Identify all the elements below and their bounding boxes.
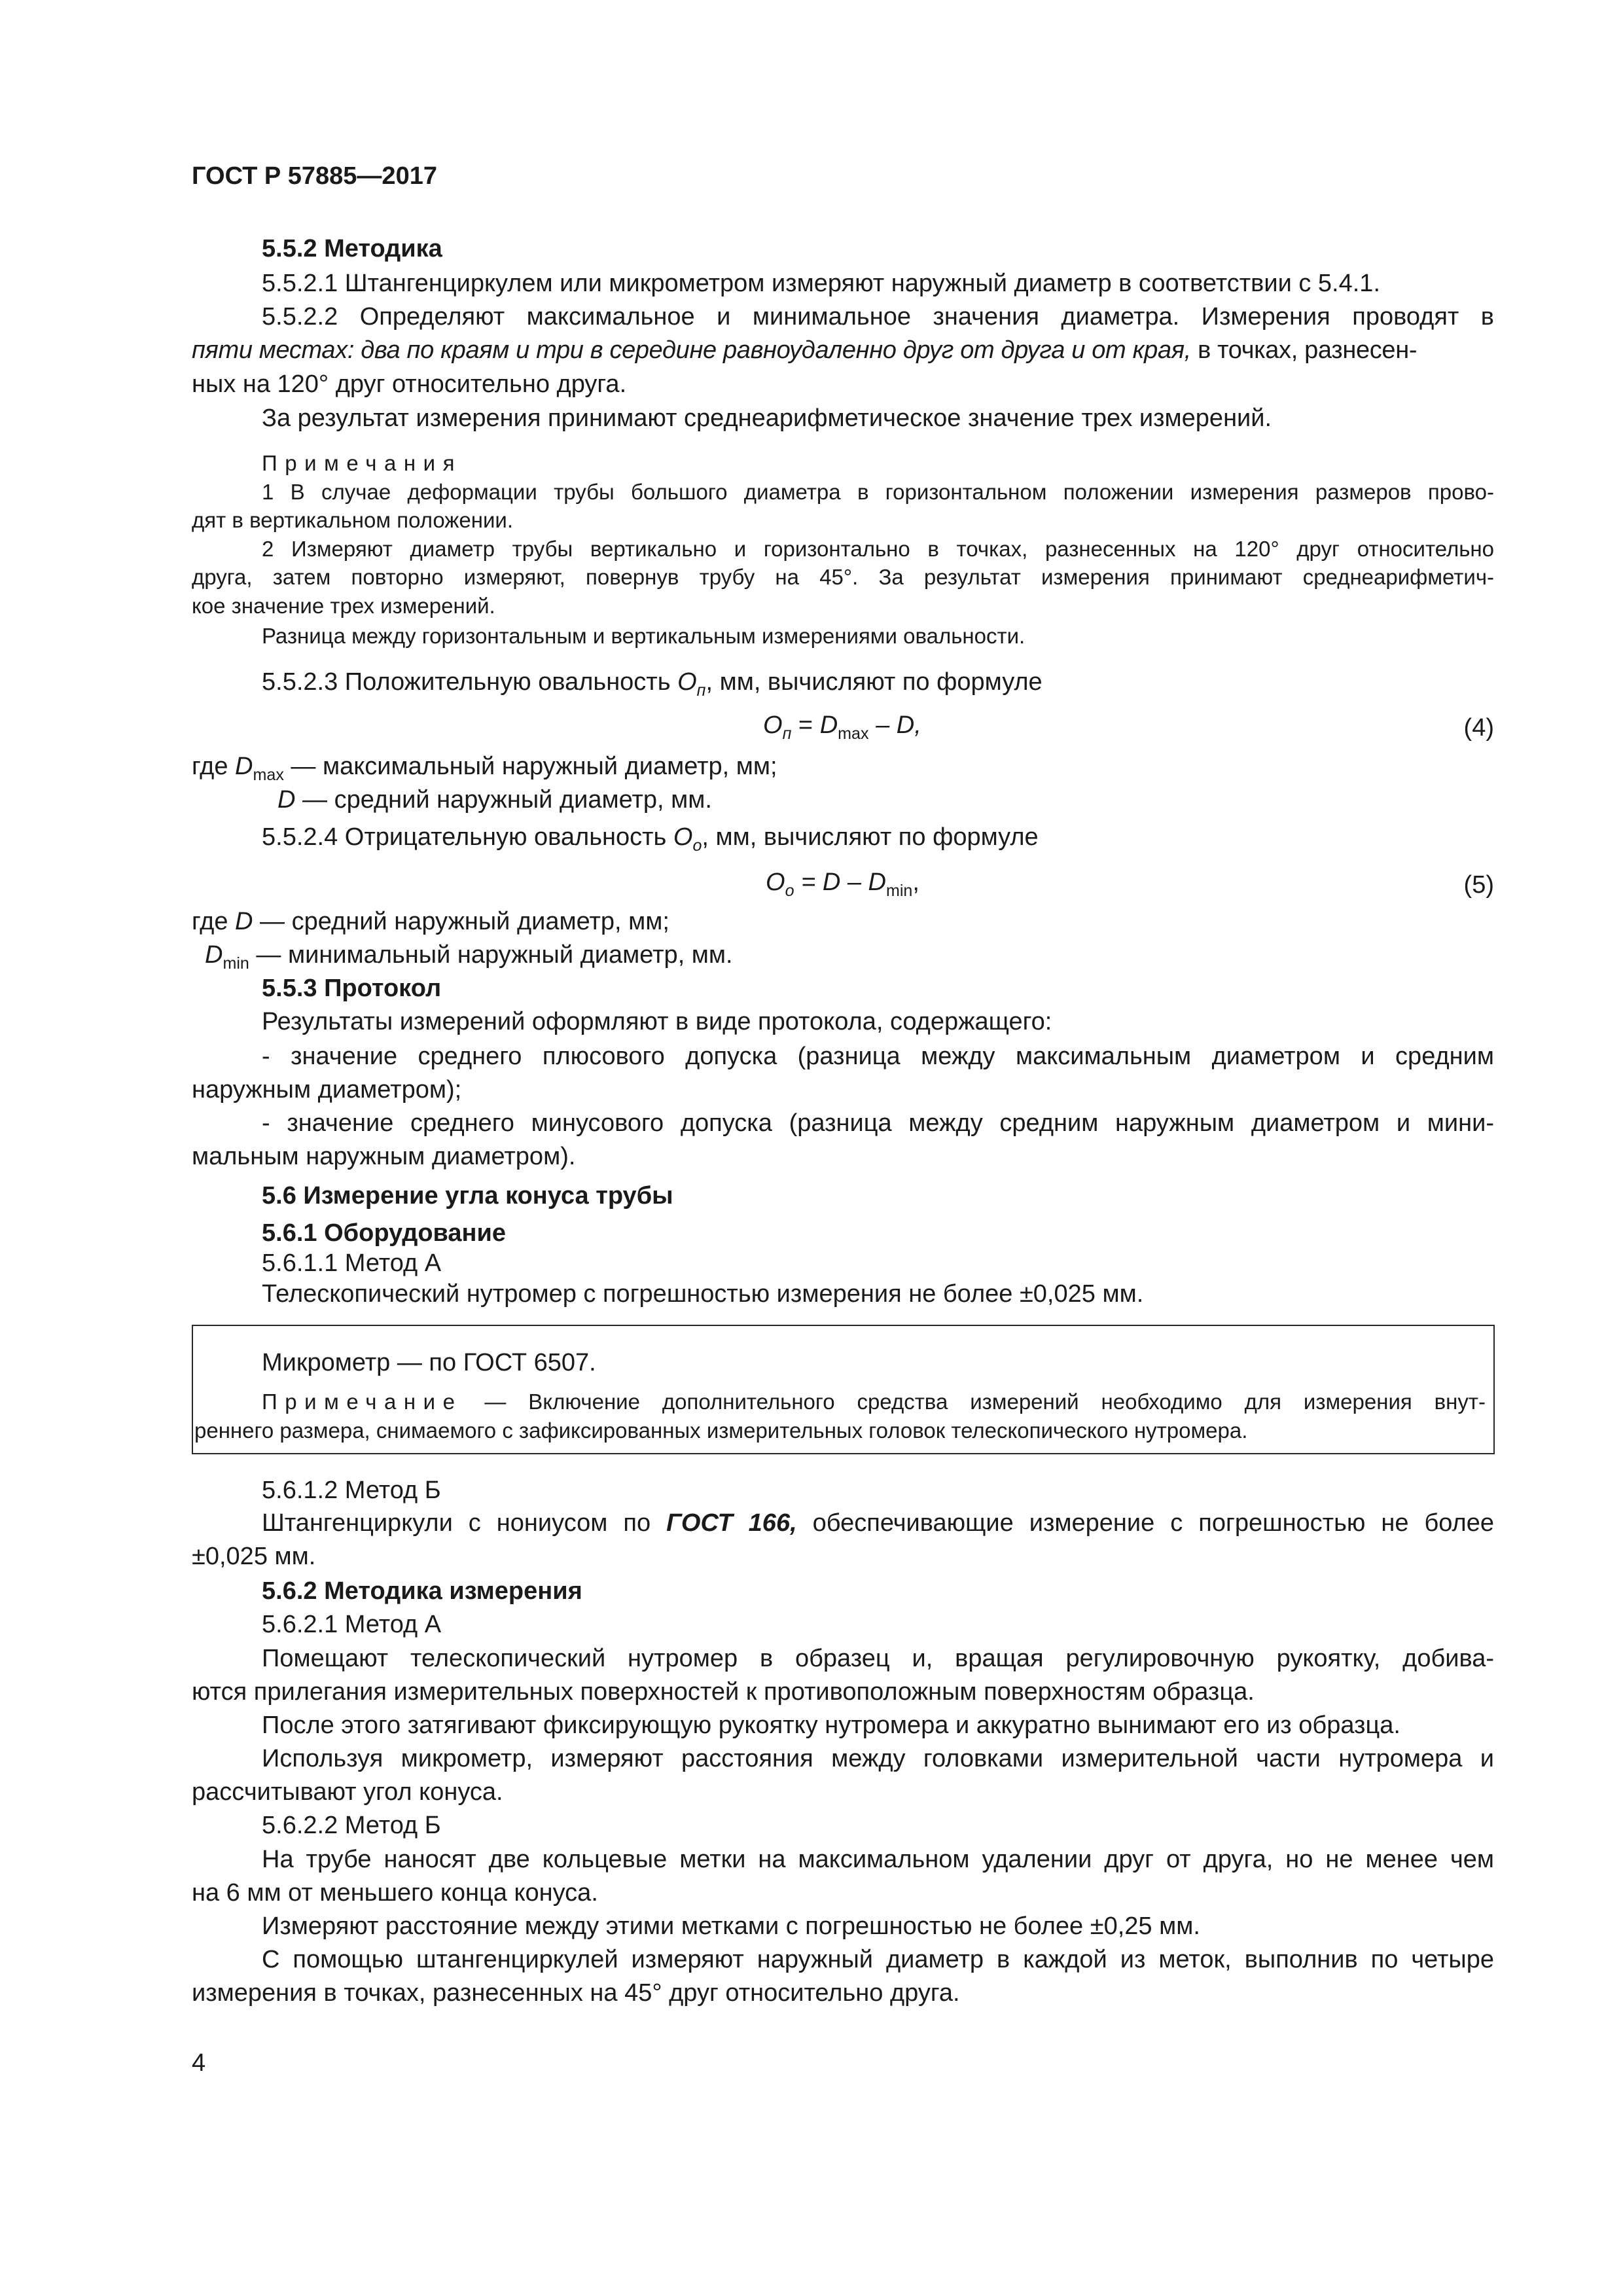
- symbol: O: [673, 823, 693, 851]
- paragraph-text: в точках, разнесен-: [1190, 336, 1418, 364]
- paragraph-diameter-line2: измерения в точках, разнесенных на 45° друг относительно друга.: [192, 1979, 960, 2007]
- symbol: D: [277, 786, 296, 814]
- paragraph-telescopic: Телескопический нутромер с погрешностью измерения не более ±0,025 мм.: [262, 1280, 1144, 1308]
- text: — максимальный наружный диаметр, мм;: [283, 753, 777, 780]
- section-title-5-6-1-2: 5.6.1.2 Метод Б: [262, 1477, 441, 1504]
- formula-4-where-2: [277, 784, 712, 816]
- note-1-line1: 1 В случае деформации трубы большого диаметра в горизонтальном положении измерения размеров прово-: [262, 480, 1494, 504]
- paragraph-tighten: После этого затягивают фиксирующую рукоятку нутромера и аккуратно вынимают его из образца.: [262, 1712, 1400, 1739]
- formula-5-where-2: [205, 939, 733, 971]
- formula-4-where-1: [192, 751, 777, 782]
- text: где: [192, 753, 236, 780]
- section-title-5-6-1-1: 5.6.1.1 Метод А: [262, 1249, 442, 1277]
- section-title-5-6: 5.6 Измерение угла конуса трубы: [262, 1182, 673, 1210]
- paragraph-calipers-line1: [262, 1507, 1494, 1539]
- section-title-5-6-2-2: 5.6.2.2 Метод Б: [262, 1812, 441, 1839]
- symbol: O: [763, 711, 783, 739]
- symbol: D: [235, 908, 253, 935]
- paragraph-5-6-2-1-line2: ются прилегания измерительных поверхностей к противоположным поверхностям образца.: [192, 1678, 1255, 1706]
- symbol: D: [205, 941, 223, 969]
- subscript: п: [696, 681, 706, 700]
- text: 5.5.2.4 Отрицательную овальность: [262, 823, 667, 851]
- note-3: Разница между горизонтальным и вертикальным измерениями овальности.: [262, 624, 1026, 648]
- standard-reference-link[interactable]: ГОСТ 166,: [666, 1509, 797, 1537]
- text: где: [192, 908, 236, 935]
- page-number: 4: [192, 2049, 206, 2077]
- subscript: п: [782, 724, 792, 743]
- formula-4-number: (4): [1463, 714, 1494, 742]
- subscript: min: [885, 881, 913, 900]
- bullet-2-line2: мальным наружным диаметром).: [192, 1143, 576, 1170]
- paragraph-5-5-2-2-line1: 5.5.2.2 Определяют максимальное и минимальное значения диаметра. Измерения проводят в: [262, 303, 1494, 331]
- paragraph-micrometer-line1: Используя микрометр, измеряют расстояния между головками измерительной части нутромера и: [262, 1745, 1494, 1772]
- section-title-5-6-2-1: 5.6.2.1 Метод А: [262, 1611, 442, 1638]
- formula-5: [766, 867, 919, 898]
- subscript: max: [838, 724, 869, 743]
- symbol: D: [235, 753, 253, 780]
- paragraph-5-5-2-4: [262, 821, 1039, 853]
- paragraph-5-5-2-3: [262, 666, 1043, 698]
- text: 5.5.2.3 Положительную овальность: [262, 668, 671, 696]
- paragraph-calipers-line2: ±0,025 мм.: [192, 1543, 316, 1570]
- paragraph-diameter-line1: С помощью штангенциркулей измеряют наружный диаметр в каждой из меток, выполнив по четыре: [262, 1946, 1494, 1973]
- text: — минимальный наружный диаметр, мм.: [249, 941, 733, 969]
- text: , мм, вычисляют по формуле: [705, 668, 1043, 696]
- paragraph-5-5-2-1: 5.5.2.1 Штангенциркулем или микрометром измеряют наружный диаметр в соответствии с 5.4.1.: [262, 270, 1380, 297]
- box-note-line1: [262, 1388, 1486, 1416]
- text: обеспечивающие измерение с погрешностью не более: [796, 1509, 1494, 1537]
- paragraph-marks-line2: на 6 мм от меньшего конца конуса.: [192, 1879, 598, 1907]
- paragraph-5-6-2-1-line1: Помещают телескопический нутромер в образец и, вращая регулировочную рукоятку, добива-: [262, 1645, 1494, 1672]
- paragraph-5-5-2-2-line3: ных на 120° друг относительно друга.: [192, 370, 627, 398]
- text: — средний наружный диаметр, мм;: [253, 908, 669, 935]
- bullet-2-line1: - значение среднего минусового допуска (разница между средним наружным диаметром и мини-: [262, 1109, 1494, 1137]
- bullet-1-line2: наружным диаметром);: [192, 1076, 462, 1103]
- symbol: D: [819, 711, 838, 739]
- text: , мм, вычисляют по формуле: [702, 823, 1039, 851]
- text: ,: [912, 869, 919, 896]
- note-label: Примечание: [262, 1390, 463, 1414]
- bullet-1-line1: - значение среднего плюсового допуска (разница между максимальным диаметром и средним: [262, 1043, 1494, 1070]
- symbol: O: [766, 869, 785, 896]
- text: Штангенциркули с нониусом по: [262, 1509, 667, 1537]
- note-2-line2: друга, затем повторно измеряют, повернув трубу на 45°. За результат измерения принимают среднеарифметич-: [192, 565, 1494, 589]
- section-title-5-5-3: 5.5.3 Протокол: [262, 975, 442, 1002]
- paragraph-distance: Измеряют расстояние между этими метками с погрешностью не более ±0,25 мм.: [262, 1912, 1200, 1940]
- section-title-5-6-2: 5.6.2 Методика измерения: [262, 1577, 582, 1605]
- paragraph-micrometer-line2: рассчитывают угол конуса.: [192, 1778, 503, 1806]
- text: — средний наружный диаметр, мм.: [295, 786, 712, 814]
- paragraph-protocol: Результаты измерений оформляют в виде протокола, содержащего:: [262, 1008, 1052, 1035]
- text: = D –: [794, 869, 868, 896]
- note-2-line1: 2 Измеряют диаметр трубы вертикально и горизонтально в точках, разнесенных на 120° друг относительно: [262, 537, 1494, 561]
- text: =: [791, 711, 820, 739]
- formula-5-number: (5): [1463, 871, 1494, 899]
- italic-emphasis: пяти местах: два по краям и три в середине равноудаленно друг от друга и от края,: [192, 336, 1191, 364]
- text: – D,: [868, 711, 921, 739]
- subscript: о: [692, 836, 702, 855]
- subscript: max: [253, 765, 284, 784]
- paragraph-5-5-2-2-line2: [192, 334, 1417, 366]
- paragraph-marks-line1: На трубе наносят две кольцевые метки на максимальном удалении друг от друга, но не менее чем: [262, 1846, 1494, 1873]
- subscript: о: [785, 881, 794, 900]
- section-title-5-5-2: 5.5.2 Методика: [262, 235, 442, 262]
- document-header: ГОСТ Р 57885—2017: [192, 162, 437, 190]
- paragraph-result: За результат измерения принимают среднеарифметическое значение трех измерений.: [262, 404, 1272, 432]
- box-note-line2: реннего размера, снимаемого с зафиксированных измерительных головок телескопического нутромера.: [194, 1418, 1248, 1443]
- subscript: min: [223, 954, 249, 973]
- box-micrometer-line: Микрометр — по ГОСТ 6507.: [262, 1349, 596, 1376]
- section-title-5-6-1: 5.6.1 Оборудование: [262, 1219, 506, 1247]
- symbol: O: [677, 668, 697, 696]
- formula-5-where-1: [192, 906, 669, 937]
- note-1-line2: дят в вертикальном положении.: [192, 508, 513, 532]
- note-2-line3: кое значение трех измерений.: [192, 594, 495, 618]
- note-text: — Включение дополнительного средства измерений необходимо для измерения внут-: [462, 1390, 1486, 1414]
- formula-4: [763, 709, 921, 741]
- symbol: D: [868, 869, 886, 896]
- notes-heading: Примечания: [262, 451, 463, 475]
